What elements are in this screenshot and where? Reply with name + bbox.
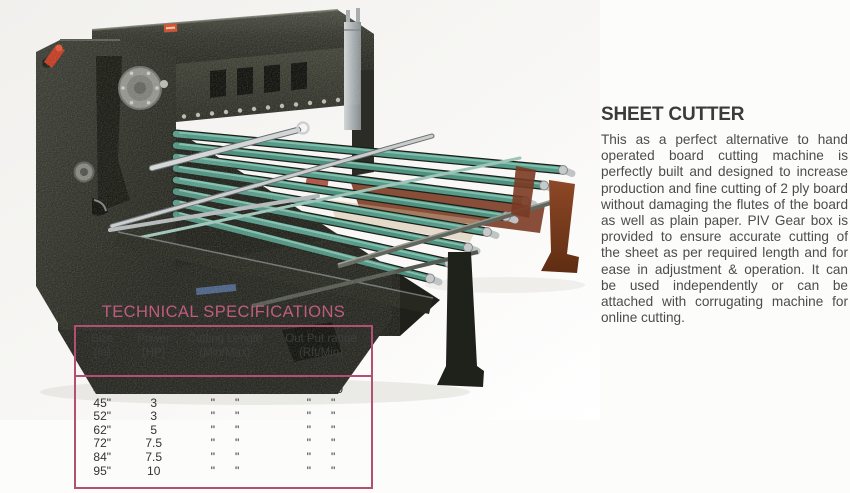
cell-size: 72" bbox=[93, 436, 112, 451]
spec-row bbox=[75, 376, 372, 397]
article-body: This as a perfect alternative to hand operated board cutting machine is perfectly built and designed to increase production and fine cutting of 2 ply board without damaging the flutes of the board as well as plain paper. PIV Gear box is provided to ensure accurate cutting of the sheet as per required length and for ease in adjustment & operation. It can be used independently or can be attached with corrugating machine for online cutting. bbox=[601, 132, 848, 326]
cell-cutting: " " bbox=[210, 449, 240, 464]
col-header-output-range: Out Put range (Rft/Min) bbox=[285, 333, 357, 359]
spec-row bbox=[75, 465, 372, 489]
cell-power: 7.5 bbox=[145, 449, 163, 464]
cell-cutting: " " bbox=[210, 436, 240, 451]
cell-power: 3 bbox=[150, 395, 158, 410]
cell-size: 84" bbox=[93, 449, 112, 464]
article bbox=[601, 104, 848, 326]
cell-power: 5 bbox=[150, 422, 158, 437]
spec-row bbox=[75, 397, 372, 411]
specs-title: TECHNICAL SPECIFICATIONS bbox=[101, 303, 346, 321]
col-header-cutting-length: Cutting Length (Min/Max) bbox=[187, 333, 263, 359]
cell-cutting: " " bbox=[210, 463, 240, 478]
spec-row bbox=[75, 424, 372, 438]
spec-row bbox=[75, 410, 372, 424]
col-header-power: Power (HP) bbox=[137, 333, 170, 359]
cell-output: 60 - 200 bbox=[298, 382, 344, 396]
cell-size: 42" bbox=[93, 382, 112, 396]
cell-cutting: " " bbox=[210, 395, 240, 410]
cell-size: 62" bbox=[93, 422, 112, 437]
cell-output: " " bbox=[306, 422, 336, 437]
cell-cutting: " " bbox=[210, 422, 240, 437]
cell-power: 7.5 bbox=[145, 436, 163, 451]
cell-size: 52" bbox=[93, 409, 112, 424]
header-row bbox=[75, 326, 372, 376]
cell-output: " " bbox=[306, 395, 336, 410]
article-title: SHEET CUTTER bbox=[601, 104, 745, 125]
cell-output: " " bbox=[306, 436, 336, 451]
cell-power: 3 bbox=[150, 409, 158, 424]
spec-row bbox=[75, 437, 372, 451]
cell-output: " " bbox=[306, 449, 336, 464]
spec-row bbox=[75, 451, 372, 465]
cell-power: 3 bbox=[150, 382, 158, 396]
specs-table bbox=[74, 325, 373, 489]
col-header-size: Size (In) bbox=[91, 333, 114, 359]
cell-power: 10 bbox=[147, 463, 161, 478]
cell-cutting: " " bbox=[210, 409, 240, 424]
specs-section bbox=[74, 303, 373, 489]
cell-size: 45" bbox=[93, 395, 112, 410]
cell-output: " " bbox=[306, 463, 336, 478]
cell-cutting: 20 /100 bbox=[204, 382, 245, 396]
cell-output: " " bbox=[306, 409, 336, 424]
cell-size: 95" bbox=[93, 463, 112, 478]
